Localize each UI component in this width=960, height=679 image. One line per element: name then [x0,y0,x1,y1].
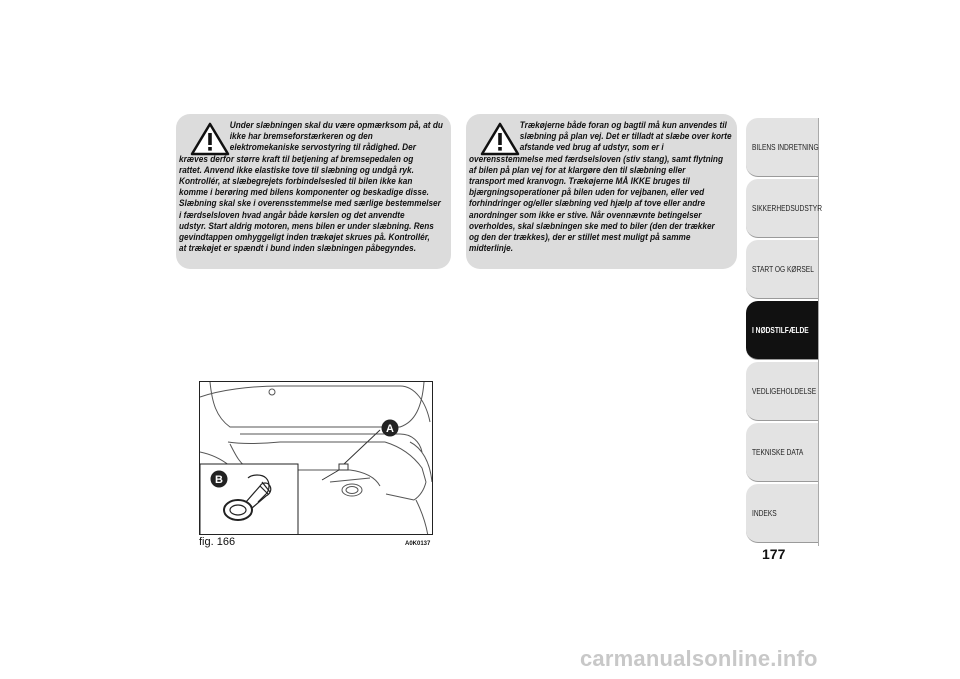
sidebar-tab-sikkerhedsudstyr[interactable] [746,179,823,238]
warning-line: ikke har bremseforstærkeren og den [229,131,373,143]
warning-line: Kontrollér, at slæbegrejets forbindelsesled til bilen ikke kan [179,175,413,187]
figure-code: A0K0137 [405,541,431,547]
warning-line: elektromekaniske servostyring til rådighed. Der [229,142,416,154]
warning-line: afstande ved brug af udstyr, som er i [519,142,664,154]
sidebar-tab-label: SIKKERHEDSUDSTYR [752,203,823,213]
warning-line: kræves derfor større kraft til betjening af bremsepedalen og [179,153,414,165]
sidebar-tab-label: VEDLIGEHOLDELSE [752,386,817,396]
sidebar-tab-label: INDEKS [752,508,777,518]
warning-line: gevindtappen omhyggeligt inden trækøjet skrues på. Kontrollér, [179,231,430,243]
sidebar-tab-label: TEKNISKE DATA [752,447,804,457]
sidebar-tab-label: BILENS INDRETNING [752,142,819,152]
warning-line: overholdes, skal slæbningen ske med to biler (den der trækker [469,220,715,232]
warning-line: rattet. Anvend ikke elastiske tove til slæbning og undgå ryk. [179,164,414,176]
sidebar-tab-label: START OG KØRSEL [752,264,814,274]
warning-line: komme i berøring med bilens komponenter og beskadige disse. [179,187,429,199]
sidebar-tab-vedligeholdelse[interactable] [746,362,818,421]
warning-line: i færdselsloven hvad angår både kørslen og det anvendte [179,209,405,221]
sidebar-tab-tekniske-data[interactable] [746,423,818,482]
watermark: carmanualsonline.info [580,646,818,671]
warning-line: at trækøjet er spændt i bund inden slæbningen påbegyndes. [179,243,417,255]
warning-box-left [176,114,451,269]
car-rear-drawing [200,382,433,535]
page-number: 177 [762,546,786,562]
warning-line: transport med kranvogn. Trækøjerne MÅ IKKE bruges til [469,175,690,187]
sidebar-tab-label: I NØDSTILFÆLDE [752,325,809,335]
warning-line: overensstemmelse med færdselsloven (stiv stang), samt flytning [469,153,724,165]
figure-label-a: A [386,423,394,435]
warning-line: bjærgningsoperationer på bilen uden for vejbanen, eller ved [469,187,705,199]
warning-line: anordninger som ikke er stive. Når ovennævnte betingelser [469,209,702,221]
warning-text-left [179,120,443,255]
warning-line: Under slæbningen skal du være opmærksom på, at du [229,120,443,131]
sidebar-tab-i-nodstilfaelde[interactable] [746,301,818,360]
warning-line: midterlinje. [469,243,514,255]
figure-caption: fig. 166 [199,536,236,548]
figure-label-b: B [215,474,223,486]
warning-box-right [466,114,737,269]
warning-line: Trækøjerne både foran og bagtil må kun anvendes til [519,120,727,131]
warning-line: af bilen på plan vej for at klargøre den til slæbning eller [469,164,686,176]
warning-line: forhindringer og/eller slæbning ved hjælp af tove eller andre [469,198,706,210]
warning-line: udstyr. Start aldrig motoren, mens bilen er under slæbning. Rens [179,220,434,232]
sidebar-tab-indeks[interactable] [746,484,818,543]
warning-line: og den der trækkes), der er stillet mest muligt på samme [469,231,691,243]
sidebar-edge [818,118,819,546]
warning-line: Slæbning skal ske i overensstemmelse med særlige bestemmelser [179,198,441,210]
figure-illustration [199,381,433,535]
sidebar-tab-bilens-indretning[interactable] [746,118,818,177]
warning-line: slæbning på plan vej. Det er tilladt at slæbe over korte [519,131,732,143]
warning-text-right [469,120,732,255]
sidebar-tab-start-og-korsel[interactable] [746,240,818,299]
